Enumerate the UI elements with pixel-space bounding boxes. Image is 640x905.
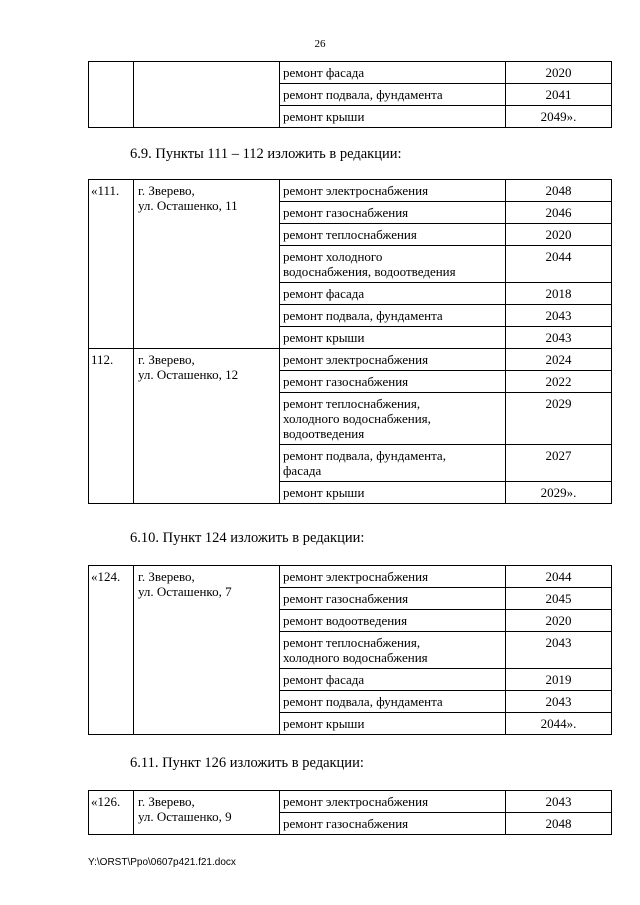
year-cell: 2043 <box>506 691 612 713</box>
work-line: фасада <box>283 463 322 478</box>
work-cell: ремонт фасада <box>280 669 506 691</box>
work-cell: ремонт газоснабжения <box>280 588 506 610</box>
year-cell: 2018 <box>506 283 612 305</box>
work-line: ремонт холодного <box>283 249 383 264</box>
work-cell <box>280 632 506 669</box>
address-city: г. Зверево, <box>138 569 195 584</box>
work-line: ремонт подвала, фундамента, <box>283 448 446 463</box>
entry-number: «124. <box>89 566 134 735</box>
year-cell: 2049». <box>506 106 612 128</box>
work-line: ремонт теплоснабжения, <box>283 635 421 650</box>
work-cell: ремонт теплоснабжения <box>280 224 506 246</box>
work-line: холодного водоснабжения <box>283 650 428 665</box>
work-cell: ремонт крыши <box>280 327 506 349</box>
table-6-11 <box>88 790 612 835</box>
year-cell: 2048 <box>506 180 612 202</box>
year-cell: 2046 <box>506 202 612 224</box>
address-street: ул. Осташенко, 7 <box>138 584 232 599</box>
work-cell: ремонт подвала, фундамента <box>280 305 506 327</box>
address-street: ул. Осташенко, 9 <box>138 809 232 824</box>
work-cell: ремонт электроснабжения <box>280 791 506 813</box>
work-cell: ремонт электроснабжения <box>280 566 506 588</box>
work-line: холодного водоснабжения, <box>283 411 431 426</box>
year-cell: 2020 <box>506 224 612 246</box>
year-cell: 2044 <box>506 246 612 283</box>
number-cell <box>89 62 134 128</box>
address-city: г. Зверево, <box>138 794 195 809</box>
work-cell <box>280 246 506 283</box>
year-cell: 2043 <box>506 327 612 349</box>
year-cell: 2020 <box>506 610 612 632</box>
section-heading-6-10: 6.10. Пункт 124 изложить в редакции: <box>130 530 365 546</box>
entry-number: «111. <box>89 180 134 349</box>
work-cell: ремонт газоснабжения <box>280 371 506 393</box>
work-cell: ремонт крыши <box>280 713 506 735</box>
work-cell <box>280 445 506 482</box>
work-cell: ремонт газоснабжения <box>280 813 506 835</box>
work-line: ремонт теплоснабжения, <box>283 396 421 411</box>
year-cell: 2020 <box>506 62 612 84</box>
year-cell: 2044». <box>506 713 612 735</box>
work-cell: ремонт крыши <box>280 482 506 504</box>
section-heading-6-11: 6.11. Пункт 126 изложить в редакции: <box>130 755 364 771</box>
work-line: водоснабжения, водоотведения <box>283 264 456 279</box>
continued-table <box>88 61 612 128</box>
work-cell: ремонт крыши <box>280 106 506 128</box>
work-cell: ремонт подвала, фундамента <box>280 691 506 713</box>
address-street: ул. Осташенко, 11 <box>138 198 238 213</box>
section-heading-6-9: 6.9. Пункты 111 – 112 изложить в редакции: <box>130 146 402 162</box>
address-cell <box>134 566 280 735</box>
address-cell <box>134 180 280 349</box>
year-cell: 2043 <box>506 791 612 813</box>
year-cell: 2019 <box>506 669 612 691</box>
work-cell <box>280 393 506 445</box>
table-row <box>89 566 612 588</box>
table-row <box>89 349 612 371</box>
year-cell: 2043 <box>506 305 612 327</box>
page-number: 26 <box>314 38 326 50</box>
address-cell <box>134 62 280 128</box>
year-cell: 2048 <box>506 813 612 835</box>
year-cell: 2024 <box>506 349 612 371</box>
address-city: г. Зверево, <box>138 352 195 367</box>
table-6-10 <box>88 565 612 735</box>
year-cell: 2044 <box>506 566 612 588</box>
table-row <box>89 791 612 813</box>
address-cell <box>134 349 280 504</box>
year-cell: 2027 <box>506 445 612 482</box>
entry-number: «126. <box>89 791 134 835</box>
table-row <box>89 62 612 84</box>
table-row <box>89 180 612 202</box>
work-cell: ремонт фасада <box>280 62 506 84</box>
year-cell: 2029 <box>506 393 612 445</box>
work-cell: ремонт электроснабжения <box>280 180 506 202</box>
footer-file-path: Y:\ORST\Ppo\0607p421.f21.docx <box>88 857 236 868</box>
work-cell: ремонт фасада <box>280 283 506 305</box>
work-line: водоотведения <box>283 426 365 441</box>
year-cell: 2045 <box>506 588 612 610</box>
year-cell: 2022 <box>506 371 612 393</box>
year-cell: 2041 <box>506 84 612 106</box>
work-cell: ремонт водоотведения <box>280 610 506 632</box>
address-cell <box>134 791 280 835</box>
table-6-9 <box>88 179 612 504</box>
work-cell: ремонт подвала, фундамента <box>280 84 506 106</box>
address-street: ул. Осташенко, 12 <box>138 367 239 382</box>
address-city: г. Зверево, <box>138 183 195 198</box>
year-cell: 2043 <box>506 632 612 669</box>
work-cell: ремонт электроснабжения <box>280 349 506 371</box>
work-cell: ремонт газоснабжения <box>280 202 506 224</box>
year-cell: 2029». <box>506 482 612 504</box>
entry-number: 112. <box>89 349 134 504</box>
